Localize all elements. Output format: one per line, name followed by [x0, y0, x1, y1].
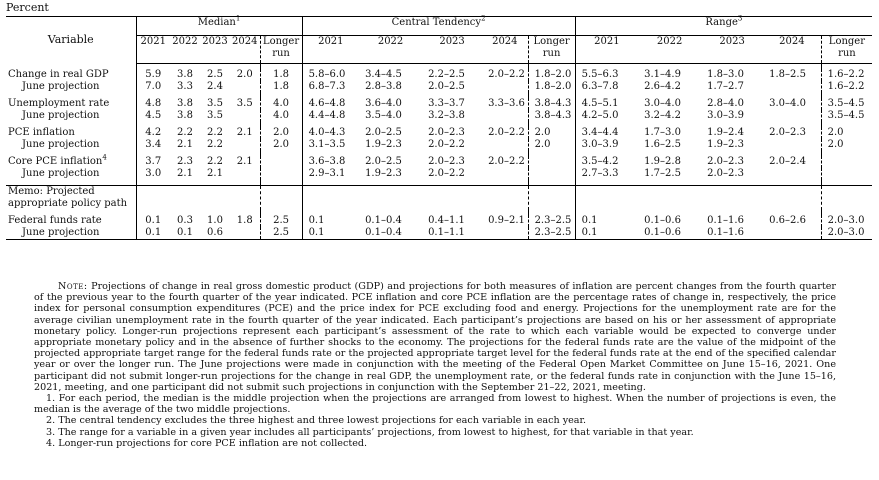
table-row — [6, 156, 872, 168]
year-header-row — [6, 36, 872, 64]
memo-row — [6, 186, 872, 211]
cell-ct: 2.0–2.3 — [428, 156, 465, 167]
footnote-4: 4. Longer-run projections for core PCE inflation are not collected. — [46, 437, 368, 449]
run-label: run — [838, 48, 856, 59]
cell-median: 3.7 — [136, 156, 170, 168]
longer-label: Longer — [828, 36, 865, 47]
cell-range — [763, 110, 821, 122]
table-header — [6, 14, 872, 64]
cell-median: 1.8 — [236, 215, 253, 226]
cell-range: 3.0–4.0 — [769, 98, 806, 109]
year-header-median-2023: 2023 — [200, 36, 230, 64]
cell-median: 0.1 — [136, 215, 170, 227]
cell-range: 3.5–4.5 — [821, 98, 872, 110]
cell-median: 2.1 — [177, 168, 193, 179]
cell-ct: 2.0–2.2 — [488, 69, 525, 80]
row-label: Core PCE inflation$^4$ — [8, 153, 107, 167]
longer-label: Longer — [533, 36, 570, 47]
cell-range: 1.9–2.4 — [707, 127, 744, 138]
cell-ct: 3.6–4.0 — [365, 98, 402, 109]
cell-median: 4.5 — [136, 110, 170, 122]
cell-range: 0.1–0.6 — [644, 215, 681, 226]
cell-median — [230, 110, 260, 122]
cell-range: 1.7–2.7 — [707, 81, 744, 92]
year-header-range-2022: 2022 — [638, 36, 701, 64]
cell-median: 2.2 — [207, 156, 223, 167]
cell-range: 2.8–4.0 — [707, 98, 744, 109]
cell-ct: 2.2–2.5 — [428, 69, 465, 80]
cell-range: 3.0–3.9 — [707, 110, 744, 121]
cell-ct: 1.9–2.3 — [365, 139, 402, 150]
cell-ct — [482, 227, 528, 240]
table-row — [6, 81, 872, 93]
cell-range: 2.0–3.0 — [821, 215, 872, 227]
central-tendency-header: Central Tendency$^2$ — [302, 17, 575, 36]
cell-median: 3.5 — [236, 98, 253, 109]
cell-median: 0.1 — [170, 227, 200, 240]
cell-median: 2.1 — [207, 168, 223, 179]
row-label: June projection — [22, 81, 100, 92]
cell-ct: 3.4–4.5 — [365, 69, 402, 80]
cell-median — [230, 139, 260, 151]
cell-median — [260, 168, 302, 180]
cell-ct: 4.0–4.3 — [302, 127, 359, 139]
cell-median — [230, 227, 260, 240]
cell-median: 2.2 — [177, 127, 193, 138]
note-text: Projections of change in real gross domestic product (GDP) and projections for both measures of inflation are percent changes from the fourth quarter of the previous year to the fourth quarter of the year indicated. PCE inflation and core PCE inflation are the percentage rates of change in, respectively, the price index for personal consumption expenditures (PCE) and the price index for PCE excluding food and energy. Projections for the unemployment rate are for the average civilian unemployment rate in the fourth quarter of the year indicated. Each participant’s projections are based on his or her assessment of appropriate monetary policy. Longer-run projections represent each participant’s assessment of the rate to which each variable would be expected to converge under appropriate monetary policy and in the absence of further shocks to the economy. The projections for the federal funds rate are the value of the midpoint of the projected appropriate target range for the federal funds rate or the projected appropriate target level for the federal funds rate at the end of the specified calendar year or over the longer run. The June projections were made in conjunction with the meeting of the Federal Open Market Committee on June 15–16, 2021. One participant did not submit longer-run projections for the change in real GDP, the unemployment rate, or the federal funds rate in conjunction with the June 15–16, 2021, meeting, and one participant did not submit such projections in conjunction with the September 21–22, 2021, meeting. — [34, 281, 836, 393]
table-row — [6, 127, 872, 139]
cell-median: 2.3 — [177, 156, 193, 167]
longer-run-header-median — [260, 36, 302, 64]
cell-range: 2.0–2.3 — [707, 168, 744, 179]
variable-header: Variable — [6, 17, 136, 64]
cell-median: 2.0 — [236, 69, 253, 80]
row-label: June projection — [6, 227, 136, 240]
cell-range: 5.5–6.3 — [575, 69, 638, 81]
cell-median: 0.3 — [177, 215, 193, 226]
cell-ct: 2.9–3.1 — [302, 168, 359, 180]
cell-median: 2.1 — [236, 127, 253, 138]
year-header-ct-2024: 2024 — [482, 36, 528, 64]
cell-ct: 2.0–2.2 — [428, 139, 465, 150]
cell-median: 3.0 — [136, 168, 170, 180]
cell-ct: 3.3–3.6 — [488, 98, 525, 109]
longer-run-header-range — [821, 36, 872, 64]
cell-ct: 2.0–2.5 — [365, 156, 402, 167]
cell-median: 1.0 — [207, 215, 223, 226]
cell-ct: 1.8–2.0 — [528, 69, 575, 81]
row-label: Federal funds rate — [8, 215, 102, 226]
cell-range — [763, 168, 821, 180]
table-row — [6, 215, 872, 227]
cell-ct: 0.9–2.1 — [488, 215, 525, 226]
cell-ct — [482, 168, 528, 180]
cell-median: 4.0 — [260, 110, 302, 122]
cell-median: 2.0 — [260, 127, 302, 139]
cell-ct — [528, 156, 575, 168]
cell-ct: 3.5–4.0 — [365, 110, 402, 121]
cell-ct — [482, 139, 528, 151]
longer-run-header-ct — [528, 36, 575, 64]
cell-range: 2.0–2.3 — [769, 127, 806, 138]
range-header: Range$^3$ — [575, 17, 872, 36]
cell-range — [763, 139, 821, 151]
cell-median — [230, 81, 260, 93]
cell-ct: 0.1–1.1 — [422, 227, 482, 240]
cell-range: 2.6–4.2 — [644, 81, 681, 92]
table-row — [6, 227, 872, 240]
cell-ct: 2.0–2.2 — [488, 127, 525, 138]
cell-median: 2.5 — [207, 69, 223, 80]
cell-range: 3.4–4.4 — [575, 127, 638, 139]
cell-ct — [482, 110, 528, 122]
cell-median: 2.4 — [207, 81, 223, 92]
cell-ct: 2.0–2.2 — [428, 168, 465, 179]
cell-median: 3.5 — [207, 110, 223, 121]
cell-ct: 3.3–3.7 — [428, 98, 465, 109]
cell-range: 2.7–3.3 — [575, 168, 638, 180]
cell-range: 0.6–2.6 — [769, 215, 806, 226]
row-label: PCE inflation — [8, 127, 75, 138]
cell-ct: 3.8–4.3 — [528, 98, 575, 110]
year-header-ct-2022: 2022 — [359, 36, 422, 64]
table-row — [6, 168, 872, 180]
cell-range: 3.5–4.5 — [821, 110, 872, 122]
cell-ct: 1.9–2.3 — [365, 168, 402, 179]
cell-ct: 0.1 — [302, 215, 359, 227]
cell-ct: 1.8–2.0 — [528, 81, 575, 93]
cell-median: 2.5 — [260, 227, 302, 240]
cell-median: 1.8 — [260, 69, 302, 81]
cell-range: 2.0–2.3 — [707, 156, 744, 167]
cell-range: 2.0 — [821, 127, 872, 139]
cell-median: 4.0 — [260, 98, 302, 110]
longer-label: Longer — [262, 36, 300, 47]
note-label: Note: — [58, 281, 88, 292]
cell-ct: 2.0–2.3 — [428, 127, 465, 138]
table-body — [6, 64, 872, 240]
cell-ct: 0.1 — [302, 227, 359, 240]
footnote-2: 2. The central tendency excludes the three highest and three lowest projections for each variable in each year. — [46, 415, 587, 427]
cell-range: 2.0 — [821, 139, 872, 151]
cell-median: 4.8 — [136, 98, 170, 110]
row-label: Change in real GDP — [8, 69, 109, 80]
cell-median: 3.3 — [177, 81, 193, 92]
cell-range — [821, 168, 872, 180]
cell-median: 3.8 — [177, 69, 193, 80]
cell-range — [763, 81, 821, 93]
cell-ct: 4.4–4.8 — [302, 110, 359, 122]
cell-median: 7.0 — [136, 81, 170, 93]
table-row — [6, 98, 872, 110]
cell-ct: 3.1–3.5 — [302, 139, 359, 151]
cell-median: 2.0 — [260, 139, 302, 151]
cell-ct — [482, 81, 528, 93]
row-label: June projection — [22, 139, 100, 150]
cell-range: 0.1 — [575, 227, 638, 240]
year-header-median-2022: 2022 — [170, 36, 200, 64]
cell-ct: 2.0–2.5 — [365, 127, 402, 138]
cell-range: 0.1–1.6 — [707, 215, 744, 226]
projections-table — [6, 16, 872, 240]
cell-ct: 2.0 — [528, 139, 575, 151]
table-row — [6, 69, 872, 81]
cell-range: 4.5–5.1 — [575, 98, 638, 110]
cell-ct: 0.1–0.4 — [365, 215, 402, 226]
cell-ct: 2.0 — [528, 127, 575, 139]
cell-ct: 2.3–2.5 — [528, 227, 575, 240]
cell-median — [230, 168, 260, 180]
cell-ct: 2.3–2.5 — [528, 215, 575, 227]
cell-range: 6.3–7.8 — [575, 81, 638, 93]
cell-median: 1.8 — [260, 81, 302, 93]
cell-median: 0.1 — [136, 227, 170, 240]
table-row — [6, 110, 872, 122]
cell-median: 2.1 — [236, 156, 253, 167]
cell-range: 1.8–2.5 — [769, 69, 806, 80]
footnote-1: 1. For each period, the median is the middle projection when the projections are arranged from lowest to highest. When the number of projections is even, the median is the average of the two middle projections. — [34, 393, 836, 416]
cell-range: 1.8–3.0 — [707, 69, 744, 80]
cell-ct: 2.0–2.5 — [428, 81, 465, 92]
row-label: June projection — [22, 168, 100, 179]
cell-range: 1.7–3.0 — [644, 127, 681, 138]
cell-median: 3.4 — [136, 139, 170, 151]
cell-range — [821, 156, 872, 168]
row-label: June projection — [22, 110, 100, 121]
cell-range: 3.0–4.0 — [644, 98, 681, 109]
cell-median: 2.2 — [207, 139, 223, 150]
year-header-median-2021: 2021 — [136, 36, 170, 64]
year-header-range-2023: 2023 — [701, 36, 763, 64]
cell-ct: 4.6–4.8 — [302, 98, 359, 110]
year-header-median-2024: 2024 — [230, 36, 260, 64]
footnote-3: 3. The range for a variable in a given year includes all participants’ projections, from lowest to highest, for that variable in that year. — [46, 426, 694, 438]
cell-range: 0.1 — [575, 215, 638, 227]
cell-ct: 2.8–3.8 — [365, 81, 402, 92]
cell-range — [763, 227, 821, 240]
cell-range: 1.6–2.5 — [644, 139, 681, 150]
cell-median: 2.1 — [177, 139, 193, 150]
cell-range: 1.9–2.8 — [644, 156, 681, 167]
cell-median — [260, 156, 302, 168]
cell-range: 3.1–4.9 — [644, 69, 681, 80]
cell-ct: 2.0–2.2 — [488, 156, 525, 167]
cell-ct: 0.4–1.1 — [428, 215, 465, 226]
cell-range: 2.0–2.4 — [769, 156, 806, 167]
cell-range: 0.1–1.6 — [701, 227, 763, 240]
run-label: run — [542, 48, 561, 59]
cell-ct: 0.1–0.4 — [359, 227, 422, 240]
median-header: Median$^1$ — [136, 17, 302, 36]
cell-median: 0.6 — [200, 227, 230, 240]
cell-ct: 5.8–6.0 — [302, 69, 359, 81]
memo-label: Memo: Projected appropriate policy path — [6, 186, 136, 211]
cell-range: 3.0–3.9 — [575, 139, 638, 151]
cell-median: 3.8 — [177, 110, 193, 121]
cell-ct: 3.2–3.8 — [428, 110, 465, 121]
row-label: Unemployment rate — [8, 98, 110, 109]
cell-median: 5.9 — [136, 69, 170, 81]
cell-median: 3.5 — [207, 98, 223, 109]
cell-ct — [528, 168, 575, 180]
cell-range: 1.9–2.3 — [707, 139, 744, 150]
note-paragraph — [34, 281, 836, 393]
cell-range: 3.5–4.2 — [575, 156, 638, 168]
cell-median: 4.2 — [136, 127, 170, 139]
run-label: run — [272, 48, 290, 59]
cell-range: 3.2–4.2 — [644, 110, 681, 121]
cell-range: 1.6–2.2 — [821, 81, 872, 93]
cell-ct: 6.8–7.3 — [302, 81, 359, 93]
year-header-range-2021: 2021 — [575, 36, 638, 64]
cell-range: 2.0–3.0 — [821, 227, 872, 240]
year-header-range-2024: 2024 — [763, 36, 821, 64]
cell-median: 3.8 — [177, 98, 193, 109]
unit-label: Percent — [6, 1, 49, 14]
cell-range: 0.1–0.6 — [638, 227, 701, 240]
table-row — [6, 139, 872, 151]
cell-ct: 3.8–4.3 — [528, 110, 575, 122]
cell-range: 1.6–2.2 — [821, 69, 872, 81]
year-header-ct-2021: 2021 — [302, 36, 359, 64]
cell-median: 2.2 — [207, 127, 223, 138]
year-header-ct-2023: 2023 — [422, 36, 482, 64]
cell-median: 2.5 — [260, 215, 302, 227]
cell-ct: 3.6–3.8 — [302, 156, 359, 168]
cell-range: 4.2–5.0 — [575, 110, 638, 122]
notes-section — [34, 281, 836, 449]
cell-range: 1.7–2.5 — [644, 168, 681, 179]
